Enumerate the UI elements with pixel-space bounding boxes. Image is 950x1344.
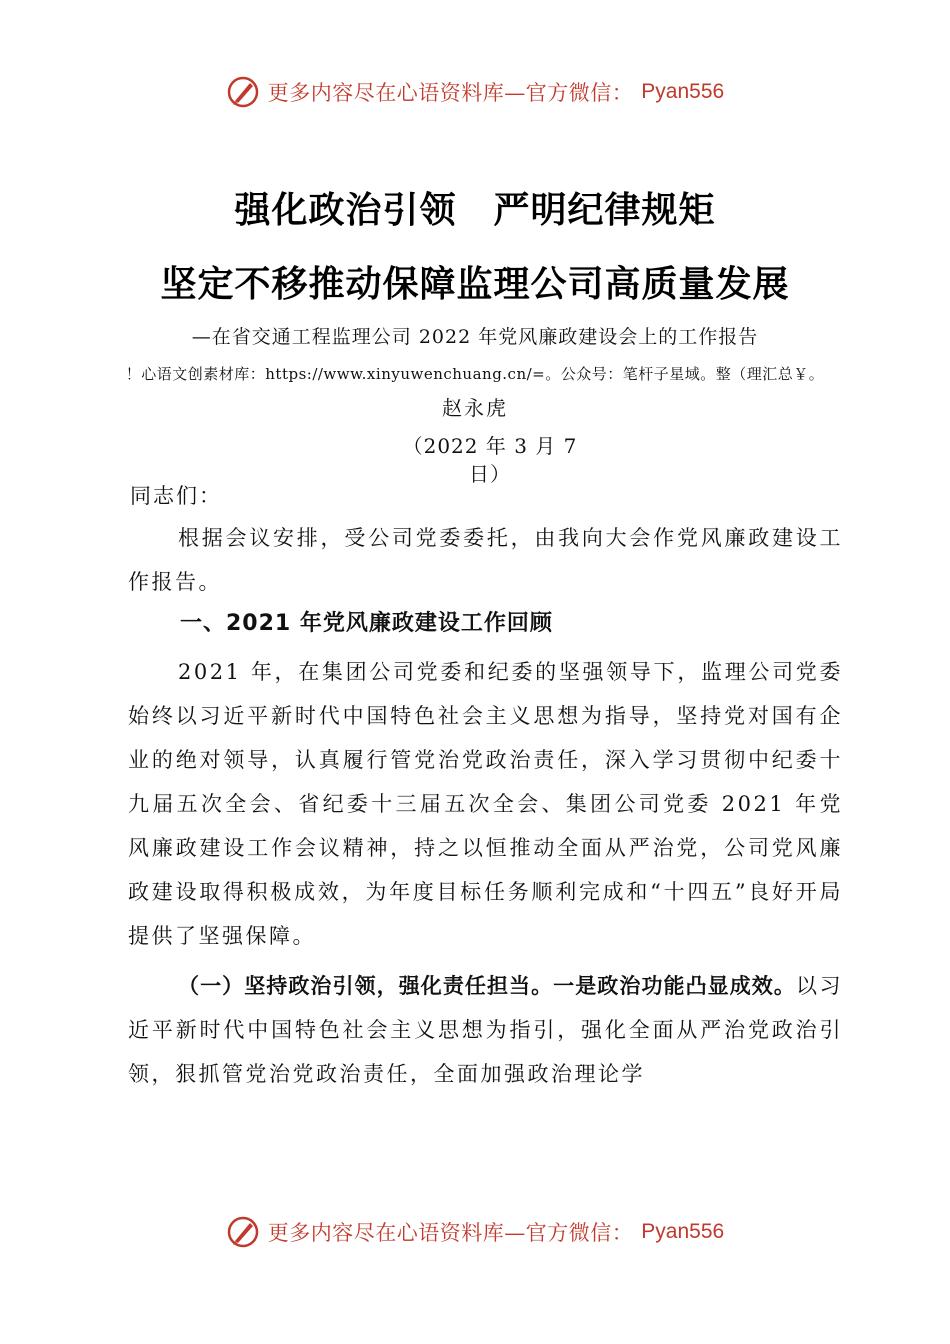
subsection1-paragraph: [128, 964, 843, 1096]
subsection1-lead: （一）坚持政治引领，强化责任担当。一是政治功能凸显成效。: [178, 974, 796, 998]
greeting: 同志们：: [130, 484, 222, 508]
source-line: ！心语文创素材库：https://www.xinyuwenchuang.cn/=。公众号：笔杆子星域。整（理汇总￥。: [125, 365, 825, 383]
subsection1-text: 以习近平新时代中国特色社会主义思想为指引，强化全面从严治党政治引领，狠抓管党治党政治责任，全面加强政治理论学: [128, 974, 844, 1086]
watermark-footer: [0, 1212, 950, 1252]
report-date: （2022 年 3 月 7 日）: [402, 434, 578, 486]
author-name: 赵永虎: [442, 396, 508, 420]
section1-paragraph: 2021 年，在集团公司党委和纪委的坚强领导下，监理公司党委始终以习近平新时代中国特色社会主义思想为指导，坚持党对国有企业的绝对领导，认真履行管党治党政治责任，深入学习贯彻中纪委十九届五次全会、省纪委十三届五次全会、集团公司党委 2021 年党风廉政建设工作会议精神，持之以恒推动全面从严治党，公司党风廉政建设取得积极成效，为年度目标任务顺利完成和“十四五”良好开局提供了坚强保障。: [128, 660, 843, 948]
intro-paragraph: 根据会议安排，受公司党委委托，由我向大会作党风廉政建设工作报告。: [128, 526, 843, 594]
quill-logo-icon: [226, 1215, 260, 1249]
document-title-line2: 坚定不移推动保障监理公司高质量发展: [160, 264, 790, 305]
watermark-text: 更多内容尽在心语资料库—官方微信：: [267, 81, 634, 105]
watermark-header: [0, 72, 950, 112]
quill-logo-icon: [226, 75, 260, 109]
section1-heading: 一、2021 年党风廉政建设工作回顾: [180, 611, 553, 636]
watermark-wechat-id: Pyan556: [641, 1220, 725, 1243]
watermark-text: 更多内容尽在心语资料库—官方微信：: [267, 1221, 634, 1245]
watermark-wechat-id: Pyan556: [641, 80, 725, 103]
document-title-line1: 强化政治引领 严明纪律规矩: [234, 190, 716, 231]
document-subtitle: —在省交通工程监理公司 2022 年党风廉政建设会上的工作报告: [191, 326, 759, 348]
